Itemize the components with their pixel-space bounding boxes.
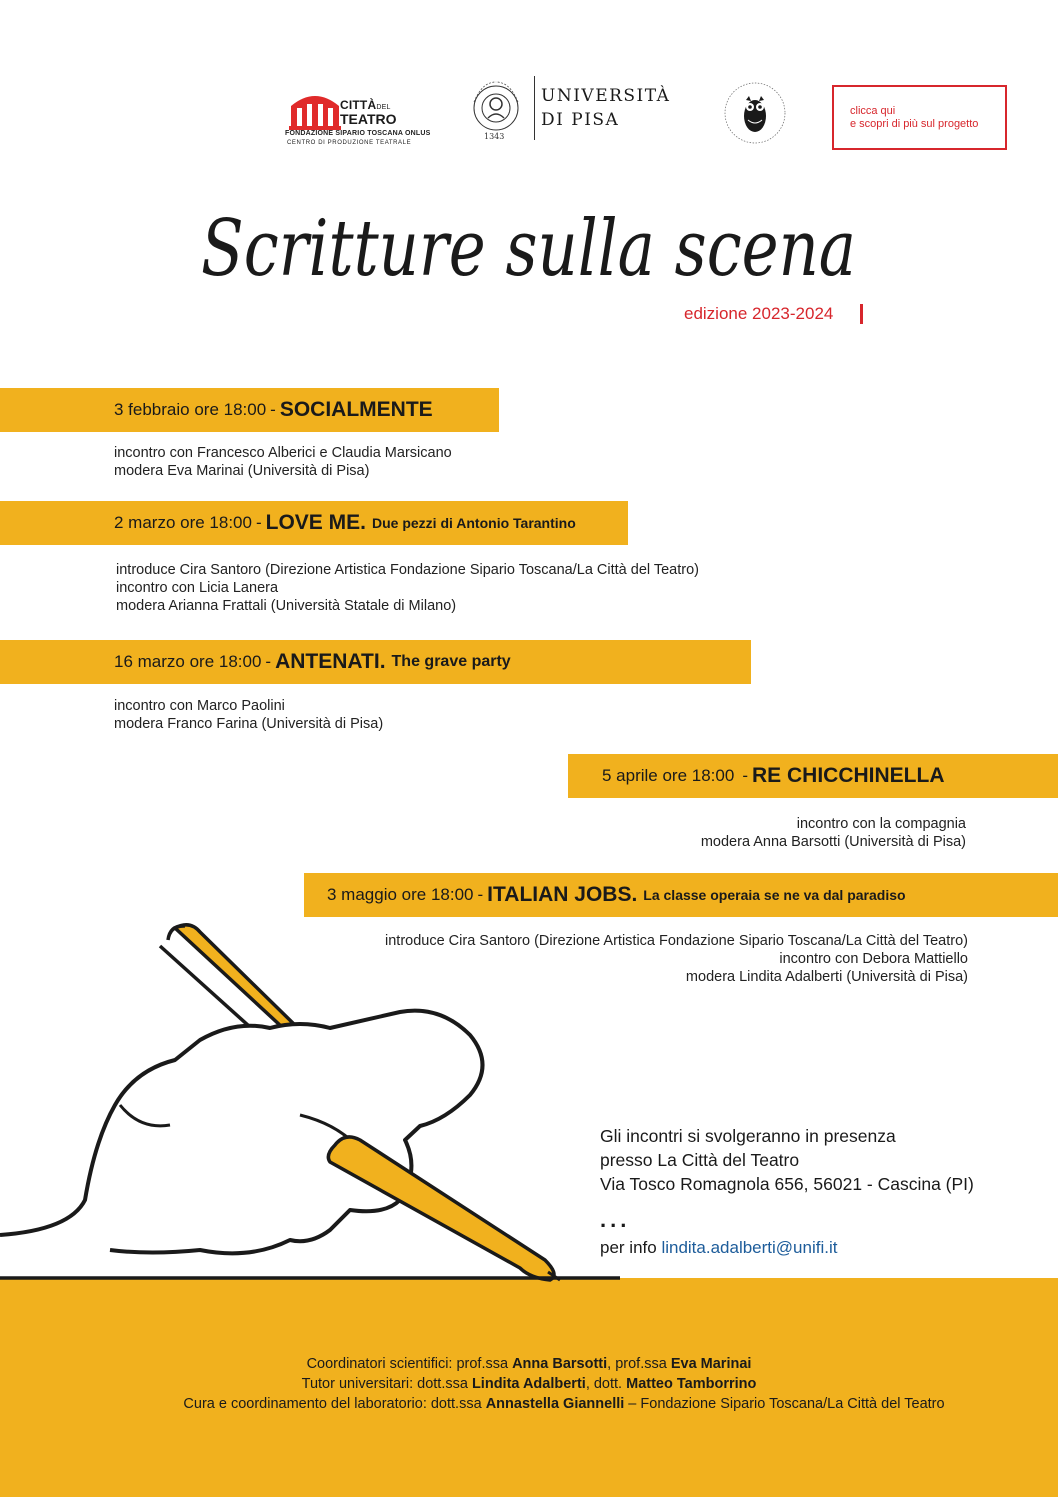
event-bar-1 — [0, 388, 499, 432]
fondazione-logo-text: FONDAZIONE SIPARIO TOSCANA ONLUS — [285, 130, 431, 137]
event-date: 3 febbraio ore 18:00 — [114, 400, 267, 419]
event-title: RE CHICCHINELLA — [752, 764, 945, 787]
theatre-building-icon — [287, 84, 343, 132]
event-date: 2 marzo ore 18:00 — [114, 513, 252, 532]
event-description-4: incontro con la compagnia modera Anna Barsotti (Università di Pisa) — [700, 816, 966, 850]
event-separator: - — [265, 652, 272, 671]
unipi-divider — [534, 76, 535, 140]
event-date: 5 aprile ore 18:00 — [602, 766, 735, 785]
link-line-2[interactable]: e scopri di più sul progetto — [850, 118, 979, 130]
seal-year: 1343 — [484, 132, 505, 141]
credits-line-1: Coordinatori scientifici: prof.ssa Anna Barsotti, prof.ssa Eva Marinai — [306, 1356, 752, 1372]
event-bar-3 — [0, 640, 751, 684]
event-description-1: incontro con Francesco Alberici e Claudia Marsicano modera Eva Marinai (Università di Pisa) — [114, 445, 452, 479]
ellipsis-dots: ... — [600, 1207, 631, 1232]
event-title: ITALIAN JOBS. — [487, 883, 638, 906]
venue-info — [600, 1124, 974, 1196]
centro-logo-text: CENTRO DI PRODUZIONE TEATRALE — [287, 140, 412, 146]
event-subtitle: Due pezzi di Antonio Tarantino — [372, 515, 576, 531]
department-logo — [715, 78, 795, 148]
unipi-name: UNIVERSITÀ DI PISA — [541, 86, 671, 130]
event-separator: - — [477, 885, 484, 904]
venue-line-2: presso La Città del Teatro — [600, 1150, 800, 1170]
event-separator: - — [255, 513, 262, 532]
event-description-5: introduce Cira Santoro (Direzione Artistica Fondazione Sipario Toscana/La Città del Teatro) incontro con Debora Mattiello modera Lindita Adalberti (Università di Pisa) — [385, 933, 968, 985]
contact-email-link[interactable]: lindita.adalberti@unifi.it — [661, 1238, 838, 1257]
event-subtitle: La classe operaia se ne va dal paradiso — [643, 887, 906, 903]
credits-line-2: Tutor universitari: dott.ssa Lindita Adalberti, dott. Matteo Tamborrino — [301, 1376, 757, 1392]
link-line-1[interactable]: clicca qui — [850, 105, 896, 117]
owl-icon — [715, 78, 795, 148]
event-date: 3 maggio ore 18:00 — [327, 885, 474, 904]
venue-line-1: Gli incontri si svolgeranno in presenza — [600, 1126, 896, 1146]
contact-info — [600, 1238, 837, 1258]
event-description-3: incontro con Marco Paolini modera Franco Farina (Università di Pisa) — [114, 698, 384, 732]
event-separator: - — [270, 400, 276, 419]
event-separator: - — [742, 766, 748, 785]
writing-hand-illustration — [0, 900, 620, 1300]
credits — [0, 1354, 1058, 1414]
credits-line-3: Cura e coordinamento del laboratorio: dott.ssa Annastella Giannelli – Fondazione Sipario Toscana/La Città del Teatro — [183, 1396, 945, 1412]
venue-line-3: Via Tosco Romagnola 656, 56021 - Cascina (PI) — [600, 1174, 974, 1194]
edition-bar — [860, 304, 863, 324]
event-bar-2 — [0, 501, 628, 545]
main-title-text: Scritture sulla scena — [201, 204, 856, 294]
event-date: 16 marzo ore 18:00 — [114, 652, 262, 671]
universita-di-pisa-logo — [462, 72, 682, 152]
event-bar-4 — [568, 754, 1058, 798]
event-description-2: introduce Cira Santoro (Direzione Artistica Fondazione Sipario Toscana/La Città del Teatro) incontro con Licia Lanera modera Arianna Frattali (Università Statale di Milano) — [116, 562, 699, 614]
per-info-label: per info — [600, 1238, 657, 1257]
teatro-logo-word: TEATRO — [340, 111, 397, 127]
edition-label: edizione 2023-2024 — [684, 304, 834, 323]
event-title: SOCIALMENTE — [279, 398, 433, 421]
project-link-box[interactable] — [832, 85, 1007, 150]
event-title: ANTENATI. — [275, 650, 386, 673]
citta-logo-word: CITTÀDEL — [340, 98, 391, 112]
citta-del-teatro-logo — [285, 80, 431, 150]
event-subtitle: The grave party — [391, 653, 511, 670]
main-title — [195, 180, 865, 300]
event-title: LOVE ME. — [265, 511, 366, 534]
